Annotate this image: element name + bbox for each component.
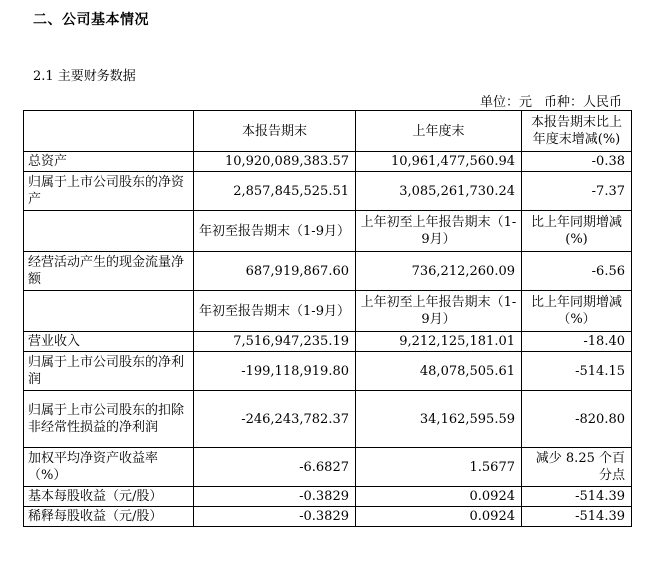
value-cell: 0.0924 — [356, 507, 522, 527]
table-row — [24, 252, 632, 291]
row-label: 归属于上市公司股东的净资产 — [24, 172, 194, 211]
unit-line — [480, 91, 622, 110]
currency-label: 币种：人民币 — [543, 95, 622, 110]
change-cell: -7.37 — [522, 172, 632, 211]
header-cell — [24, 291, 194, 332]
value-cell: 1.5677 — [356, 448, 522, 487]
table-row — [24, 448, 632, 487]
change-cell: -6.56 — [522, 252, 632, 291]
value-cell: -0.3829 — [194, 487, 356, 507]
financial-data-table — [23, 110, 632, 527]
table-row — [24, 507, 632, 527]
table-row — [24, 487, 632, 507]
subsection-title: 2.1 主要财务数据 — [33, 69, 136, 84]
header-cell: 比上年同期增减(%) — [522, 211, 632, 252]
value-cell: 2,857,845,525.51 — [194, 172, 356, 211]
table-row — [24, 391, 632, 448]
header-cell: 年初至报告期末（1-9月） — [194, 211, 356, 252]
value-cell: 0.0924 — [356, 487, 522, 507]
header-row-ytd-2 — [24, 291, 632, 332]
row-label: 归属于上市公司股东的净利润 — [24, 352, 194, 391]
value-cell: 3,085,261,730.24 — [356, 172, 522, 211]
row-label: 营业收入 — [24, 332, 194, 352]
row-label: 归属于上市公司股东的扣除非经常性损益的净利润 — [24, 391, 194, 448]
change-cell: -514.39 — [522, 487, 632, 507]
change-cell: 减少 8.25 个百分点 — [522, 448, 632, 487]
change-cell: -514.39 — [522, 507, 632, 527]
header-cell: 上年初至上年报告期末（1-9月） — [356, 291, 522, 332]
row-label: 经营活动产生的现金流量净额 — [24, 252, 194, 291]
table-row — [24, 352, 632, 391]
value-cell: -246,243,782.37 — [194, 391, 356, 448]
value-cell: 7,516,947,235.19 — [194, 332, 356, 352]
header-row-ytd — [24, 211, 632, 252]
value-cell: -199,118,919.80 — [194, 352, 356, 391]
row-label: 基本每股收益（元/股） — [24, 487, 194, 507]
value-cell: 9,212,125,181.01 — [356, 332, 522, 352]
unit-label: 单位：元 — [479, 95, 532, 110]
change-cell: -514.15 — [522, 352, 632, 391]
row-label: 加权平均净资产收益率（%） — [24, 448, 194, 487]
header-cell: 上年度末 — [356, 111, 522, 152]
header-cell: 本报告期末比上年度末增减(%) — [522, 111, 632, 152]
table-row — [24, 332, 632, 352]
row-label: 总资产 — [24, 152, 194, 172]
value-cell: -6.6827 — [194, 448, 356, 487]
section-title: 二、公司基本情况 — [33, 12, 149, 28]
change-cell: -820.80 — [522, 391, 632, 448]
header-cell — [24, 111, 194, 152]
header-cell — [24, 211, 194, 252]
table-row — [24, 172, 632, 211]
value-cell: 687,919,867.60 — [194, 252, 356, 291]
header-cell: 年初至报告期末（1-9月） — [194, 291, 356, 332]
header-row-period-end — [24, 111, 632, 152]
header-cell: 上年初至上年报告期末（1-9月） — [356, 211, 522, 252]
row-label: 稀释每股收益（元/股） — [24, 507, 194, 527]
value-cell: -0.3829 — [194, 507, 356, 527]
change-cell: -0.38 — [522, 152, 632, 172]
value-cell: 34,162,595.59 — [356, 391, 522, 448]
change-cell: -18.40 — [522, 332, 632, 352]
header-cell: 本报告期末 — [194, 111, 356, 152]
table-row — [24, 152, 632, 172]
value-cell: 48,078,505.61 — [356, 352, 522, 391]
value-cell: 10,920,089,383.57 — [194, 152, 356, 172]
header-cell: 比上年同期增减（%） — [522, 291, 632, 332]
value-cell: 736,212,260.09 — [356, 252, 522, 291]
value-cell: 10,961,477,560.94 — [356, 152, 522, 172]
